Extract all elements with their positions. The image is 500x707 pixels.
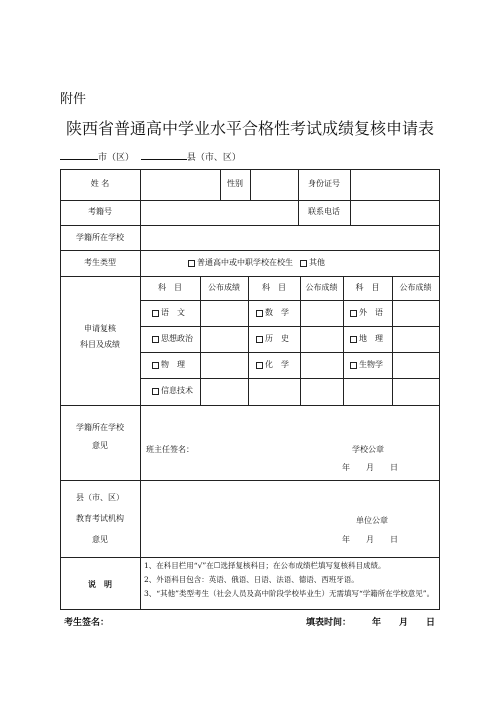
- candidate-type-label: 考生类型: [84, 258, 116, 267]
- school-label: 学籍所在学校: [76, 233, 124, 242]
- name-label: 姓 名: [90, 179, 110, 188]
- checkbox-icon: [350, 362, 357, 369]
- city-county-line: [60, 150, 241, 163]
- exam-no-label: 考籍号: [88, 207, 112, 216]
- subject-label: 数 学: [265, 308, 289, 317]
- subject-it[interactable]: [152, 386, 193, 396]
- subject-physics[interactable]: [152, 360, 185, 370]
- county-opinion-label-1: 县（市、区）: [76, 493, 124, 502]
- checkbox-icon: [256, 310, 263, 317]
- subject-chemistry[interactable]: [256, 360, 289, 370]
- checkbox-icon: [256, 362, 263, 369]
- subject-chinese[interactable]: [152, 308, 185, 318]
- subjects-label-1: 申请复核: [84, 324, 116, 333]
- col-score-3: 公布成绩: [399, 283, 432, 292]
- type-option-enrolled-label: 普通高中或中职学校在校生: [197, 258, 293, 267]
- candidate-signature-label: 考生签名：: [64, 618, 110, 628]
- checkbox-icon: [152, 362, 159, 369]
- subject-label: 信息技术: [161, 386, 193, 395]
- school-seal-label: 学校公章: [352, 445, 384, 454]
- county-date: 年 月 日: [342, 535, 398, 544]
- form-title: 陕西省普通高中学业水平合格性考试成绩复核申请表: [65, 119, 434, 138]
- checkbox-icon: [188, 260, 195, 267]
- city-label: 市（区）: [98, 153, 135, 163]
- school-opinion-label-2: 意见: [92, 441, 108, 450]
- subject-label: 语 文: [161, 308, 185, 317]
- type-option-other[interactable]: [300, 258, 325, 268]
- col-subject-1: 科 目: [158, 283, 182, 292]
- attachment-label: 附件: [60, 92, 87, 107]
- county-blank[interactable]: [141, 150, 187, 160]
- checkbox-icon: [256, 336, 263, 343]
- gender-label: 性别: [227, 179, 243, 188]
- checkbox-icon: [152, 310, 159, 317]
- subject-math[interactable]: [256, 308, 289, 318]
- checkbox-icon: [152, 336, 159, 343]
- col-score-2: 公布成绩: [305, 283, 338, 292]
- exam-no-field[interactable]: [141, 201, 297, 225]
- city-blank[interactable]: [60, 150, 98, 160]
- note-1: 1、在科目栏用“√”在☐选择复核科目；在公布成绩栏填写复核科目成绩。: [144, 561, 386, 570]
- name-field[interactable]: [141, 169, 219, 200]
- subject-label: 外 语: [359, 308, 383, 317]
- type-option-enrolled[interactable]: [188, 258, 293, 268]
- checkbox-icon: [152, 388, 159, 395]
- notes-label: 说 明: [88, 579, 112, 589]
- school-date: 年 月 日: [342, 463, 398, 472]
- subject-label: 思想政治: [161, 334, 193, 343]
- note-3: 3、“其他”类型考生（社会人员及高中阶段学校毕业生）无需填写“学籍所在学校意见”。: [144, 589, 435, 598]
- subject-label: 地 理: [359, 334, 383, 343]
- application-form-table: [60, 169, 440, 609]
- checkbox-icon: [300, 260, 307, 267]
- county-seal-label: 单位公章: [356, 516, 388, 525]
- id-card-field[interactable]: [351, 169, 439, 200]
- school-field[interactable]: [141, 226, 439, 250]
- col-subject-2: 科 目: [262, 283, 286, 292]
- note-2: 2、外语科目包含：英语、俄语、日语、法语、德语、西班牙语。: [144, 575, 359, 584]
- subject-biology[interactable]: [350, 360, 383, 370]
- fill-date-label: 填表时间：: [306, 618, 352, 628]
- subject-geography[interactable]: [350, 334, 383, 344]
- col-score-1: 公布成绩: [208, 283, 240, 292]
- county-opinion-label-2: 教育考试机构: [76, 514, 124, 523]
- subject-foreign-language[interactable]: [350, 308, 383, 318]
- checkbox-icon: [350, 336, 357, 343]
- fill-date-value: 年 月 日: [372, 618, 436, 628]
- subject-label: 物 理: [161, 360, 185, 369]
- county-label: 县（市、区）: [186, 153, 241, 163]
- subject-label: 生物学: [359, 360, 383, 369]
- subject-politics[interactable]: [152, 334, 193, 344]
- id-card-label: 身份证号: [308, 179, 340, 188]
- type-option-other-label: 其他: [309, 258, 325, 267]
- school-opinion-label-1: 学籍所在学校: [76, 423, 124, 432]
- subject-label: 历 史: [265, 334, 289, 343]
- teacher-signature-label: 班主任签名：: [146, 445, 194, 454]
- subject-label: 化 学: [265, 360, 289, 369]
- gender-field[interactable]: [251, 169, 297, 200]
- subjects-label-2: 科目及成绩: [80, 340, 120, 349]
- phone-field[interactable]: [351, 201, 439, 225]
- county-opinion-label-3: 意见: [92, 535, 108, 544]
- col-subject-3: 科 目: [355, 283, 380, 292]
- phone-label: 联系电话: [308, 207, 340, 216]
- subject-history[interactable]: [256, 334, 289, 344]
- checkbox-icon: [350, 310, 357, 317]
